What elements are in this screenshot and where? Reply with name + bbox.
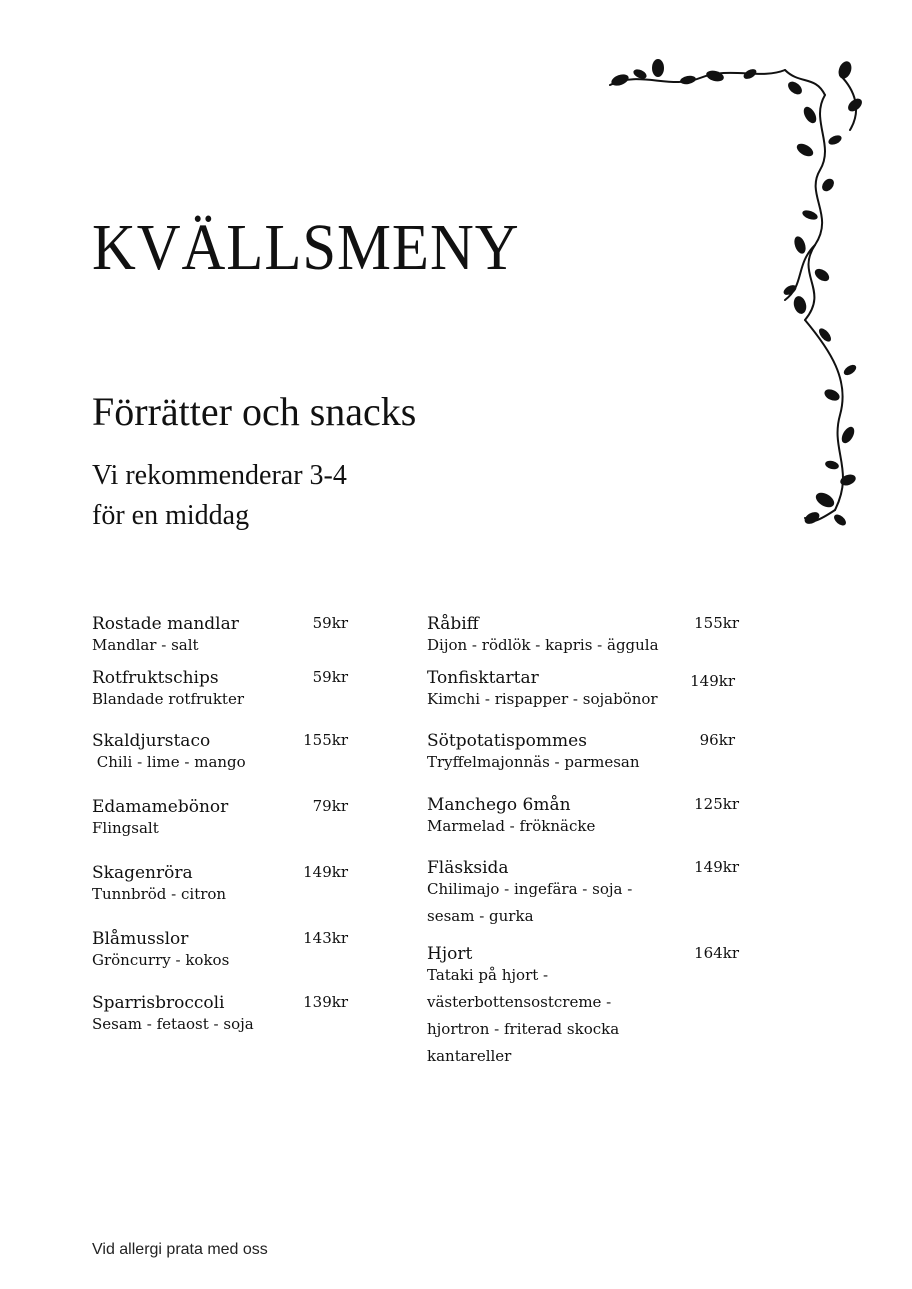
- menu-column-right: [427, 612, 739, 1070]
- recommendation-text: [92, 456, 452, 536]
- menu-item-price: 149kr: [690, 672, 735, 690]
- menu-item-name: Blåmusslor: [92, 929, 189, 949]
- menu-item-price: 149kr: [303, 863, 348, 881]
- floral-vine-icon: [600, 50, 880, 540]
- menu-item: [92, 927, 348, 991]
- menu-item-name: Manchego 6mån: [427, 795, 571, 815]
- menu-item-name: Fläsksida: [427, 858, 509, 878]
- menu-item: [427, 666, 739, 729]
- menu-item-description: Tunnbröd - citron: [92, 885, 227, 903]
- page-title: KVÄLLSMENY: [92, 211, 520, 284]
- menu-item-name: Sparrisbroccoli: [92, 993, 225, 1013]
- menu-item: [427, 729, 739, 793]
- menu-item: [427, 942, 739, 1070]
- menu-item-description: Sesam - fetaost - soja: [92, 1015, 254, 1033]
- menu-item-name: Skagenröra: [92, 863, 193, 883]
- allergy-note: Vid allergi prata med oss: [92, 1241, 268, 1258]
- menu-item-price: 155kr: [303, 731, 348, 749]
- menu-item-price: 143kr: [303, 929, 348, 947]
- menu-item: [427, 793, 739, 856]
- menu-item: [92, 991, 348, 1038]
- menu-item-description: Blandade rotfrukter: [92, 690, 244, 708]
- menu-item-description: Chilimajo - ingefära - soja - sesam - gurka: [427, 880, 633, 925]
- menu-item-price: 79kr: [312, 797, 348, 815]
- menu-item-price: 59kr: [312, 614, 348, 632]
- menu-item-name: Tonfisktartar: [427, 668, 539, 688]
- menu-column-left: [92, 612, 348, 1038]
- menu-item: [92, 861, 348, 927]
- menu-item-description: Gröncurry - kokos: [92, 951, 230, 969]
- menu-item-description: Dijon - rödlök - kapris - äggula: [427, 636, 659, 654]
- menu-item-price: 125kr: [694, 795, 739, 813]
- menu-item-description: Flingsalt: [92, 819, 159, 837]
- menu-item-description: Marmelad - fröknäcke: [427, 817, 596, 835]
- section-title: Förrätter och snacks: [92, 389, 417, 434]
- menu-item-name: Sötpotatispommes: [427, 731, 587, 751]
- menu-item-description: Tryffelmajonnäs - parmesan: [427, 753, 640, 771]
- menu-item: [92, 729, 348, 795]
- recommendation-line: Vi rekommenderar 3-4: [92, 460, 347, 491]
- menu-item: [427, 612, 739, 666]
- menu-item-price: 155kr: [694, 614, 739, 632]
- menu-item-name: Skaldjurstaco: [92, 731, 211, 751]
- menu-item: [92, 612, 348, 666]
- menu-item-name: Rostade mandlar: [92, 614, 239, 634]
- menu-item-description: Tataki på hjort - västerbottensostcreme - hjortron - friterad skocka kantareller: [427, 966, 620, 1065]
- menu-item-price: 149kr: [694, 858, 739, 876]
- menu-item-description: Kimchi - rispapper - sojabönor: [427, 690, 658, 708]
- menu-item: [92, 666, 348, 729]
- menu-item: [427, 856, 739, 942]
- menu-item-name: Hjort: [427, 944, 473, 964]
- menu-item-description: Chili - lime - mango: [92, 753, 246, 771]
- menu-item-price: 139kr: [303, 993, 348, 1011]
- menu-item-price: 96kr: [699, 731, 735, 749]
- menu-item-name: Rotfruktschips: [92, 668, 219, 688]
- menu-item-price: 164kr: [694, 944, 739, 962]
- menu-item-name: Råbiff: [427, 614, 479, 634]
- menu-item-name: Edamamebönor: [92, 797, 229, 817]
- menu-item-description: Mandlar - salt: [92, 636, 199, 654]
- menu-item-price: 59kr: [312, 668, 348, 686]
- menu-item: [92, 795, 348, 861]
- recommendation-line: för en middag: [92, 500, 250, 531]
